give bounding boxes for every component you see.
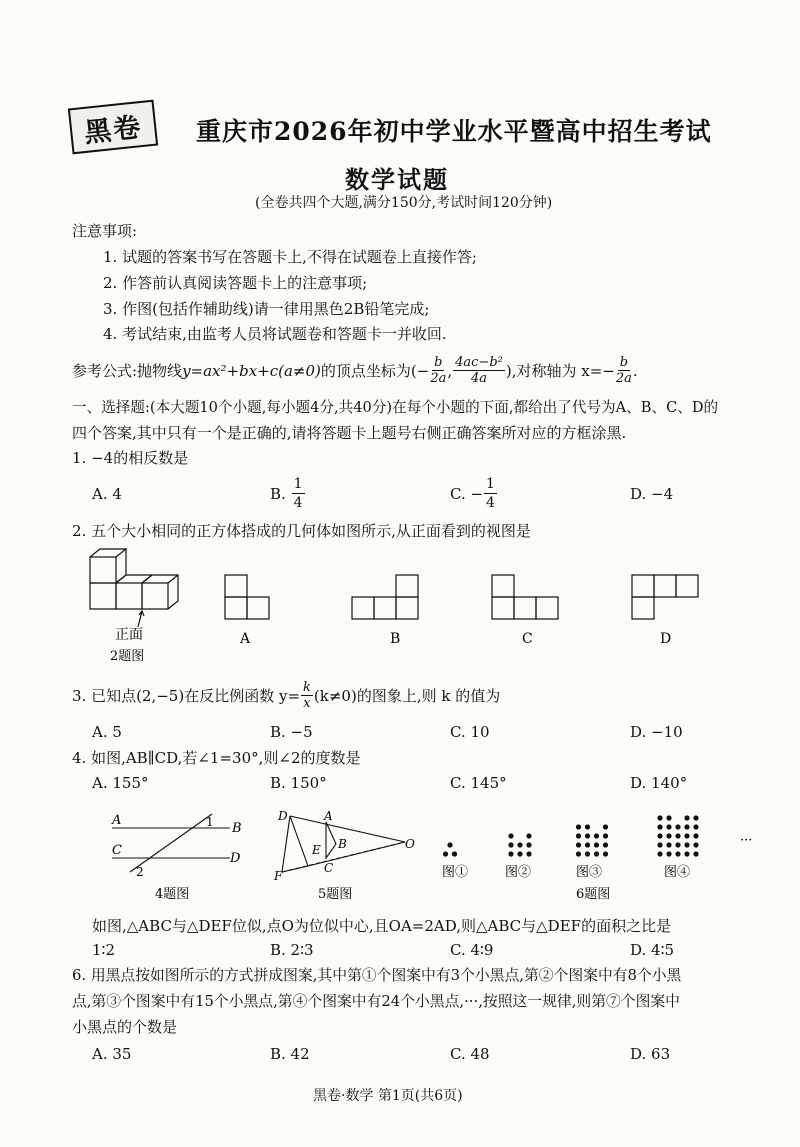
q5-option-a: 1∶2: [92, 941, 115, 959]
q4-option-a: A. 155°: [92, 774, 149, 792]
view-option-c: [492, 575, 558, 619]
q3-stem: 3. 已知点(2,−5)在反比例函数 y= $\frac{k}{x}$ (k≠0)的图象上,则 k 的值为: [72, 680, 501, 711]
pattern-dot: [508, 833, 513, 838]
pattern-dot: [693, 851, 698, 856]
pattern-dot: [576, 824, 581, 829]
svg-text:D: D: [278, 809, 288, 823]
q3-option-a: A. 5: [92, 723, 122, 741]
pattern-dot: [585, 824, 590, 829]
pattern-dot: [585, 851, 590, 856]
formula-parabola: y=ax²+bx+c(a≠0): [182, 361, 321, 380]
q1-option-c: C. − $\frac{1}{4}$: [450, 476, 495, 511]
pattern-dot: [526, 842, 531, 847]
cube-figure: [90, 549, 178, 627]
q6-stem-line3: 小黑点的个数是: [72, 1018, 178, 1036]
view-option-b: [352, 575, 418, 619]
pattern-dot: [594, 842, 599, 847]
svg-text:B: B: [338, 837, 347, 851]
pattern-dot: [517, 842, 522, 847]
q5-option-d: D. 4∶5: [630, 941, 675, 959]
exam-subject: 数学试题: [345, 165, 449, 194]
q4-fig-caption: 4题图: [155, 887, 190, 902]
pattern-dot: [666, 851, 671, 856]
pattern-dot: [666, 824, 671, 829]
pattern-dot: [603, 842, 608, 847]
option-label-d: D: [660, 631, 672, 647]
svg-text:A: A: [324, 809, 333, 823]
pattern-dot: [666, 815, 671, 820]
q6-option-a: A. 35: [92, 1045, 132, 1063]
svg-text:2: 2: [136, 865, 144, 879]
view-option-d: [632, 575, 698, 619]
pattern-label-1: 图①: [442, 865, 469, 880]
pattern-dot: [508, 842, 513, 847]
q1-option-a: A. 4: [92, 485, 122, 503]
exam-title: 重庆市2026年初中学业水平暨高中招生考试: [196, 117, 712, 146]
pattern-dot: [657, 815, 662, 820]
pattern-label-2: 图②: [505, 865, 532, 880]
pattern-dot: [526, 851, 531, 856]
pattern-dot: [576, 842, 581, 847]
notice-item: 3. 作图(包括作辅助线)请一律用黑色2B铅笔完成;: [103, 300, 430, 318]
q4-q6-figures: [100, 800, 780, 910]
q2-fig-caption: 2题图: [110, 649, 145, 664]
page-footer: 黑卷·数学 第1页(共6页): [313, 1088, 463, 1104]
svg-text:D: D: [230, 851, 241, 866]
pattern-dot: [675, 851, 680, 856]
pattern-dot: [585, 833, 590, 838]
pattern-dot: [526, 833, 531, 838]
notice-heading: 注意事项:: [72, 222, 138, 240]
pattern-dot: [675, 833, 680, 838]
option-label-a: A: [240, 631, 251, 647]
view-option-a: [225, 575, 269, 619]
pattern-ellipsis: ···: [740, 833, 753, 848]
pattern-dot: [508, 851, 513, 856]
section-instruction: 四个答案,其中只有一个是正确的,请将答题卡上题号右侧正确答案所对应的方框涂黑.: [72, 424, 627, 442]
svg-text:F: F: [274, 869, 283, 883]
section-heading: 一、选择题:(本大题10个小题,每小题4分,共40分)在每个小题的下面,都给出了代号为A、B、C、D的: [72, 399, 719, 416]
q3-option-c: C. 10: [450, 723, 490, 741]
fraction-axis: $\frac{b}{2a}$: [615, 355, 632, 386]
pattern-dot: [693, 824, 698, 829]
q6-option-c: C. 48: [450, 1045, 490, 1063]
option-label-b: B: [390, 631, 401, 647]
q4-option-d: D. 140°: [630, 774, 688, 792]
q3-option-d: D. −10: [630, 723, 683, 741]
pattern-dot: [684, 824, 689, 829]
pattern-dot: [657, 833, 662, 838]
q4-option-b: B. 150°: [270, 774, 327, 792]
pattern-dot: [576, 833, 581, 838]
pattern-label-3: 图③: [576, 865, 603, 880]
pattern-dot: [684, 815, 689, 820]
pattern-dot: [447, 842, 452, 847]
pattern-dot: [675, 842, 680, 847]
exam-note: (全卷共四个大题,满分150分,考试时间120分钟): [255, 195, 553, 211]
q5-fig-caption: 5题图: [318, 887, 353, 902]
formula-axis: ),对称轴为 x=−: [505, 361, 615, 380]
pattern-dot: [657, 824, 662, 829]
q4-stem: 4. 如图,AB∥CD,若∠1=30°,则∠2的度数是: [72, 749, 361, 767]
q1-option-d: D. −4: [630, 485, 674, 503]
svg-text:E: E: [312, 843, 321, 857]
q6-stem-line1: 6. 用黑点按如图所示的方式拼成图案,其中第①个图案中有3个小黑点,第②个图案中有8个小黑: [72, 967, 682, 984]
reference-formula: 参考公式:抛物线 y=ax²+bx+c(a≠0) 的顶点坐标为(− $\frac{b}{2a}$ , $\frac{\text{4ac−b²}}{4a}$ ),对称轴为 x=− $\frac{b}{2a}$ .: [72, 355, 638, 386]
pattern-dot: [576, 851, 581, 856]
fraction-vertex-y: $\frac{\text{4ac−b²}}{4a}$: [455, 355, 503, 386]
svg-text:B: B: [232, 821, 242, 836]
formula-prefix: 参考公式:抛物线: [72, 361, 183, 380]
svg-text:C: C: [112, 843, 122, 858]
pattern-dot: [603, 824, 608, 829]
pattern-dot: [443, 851, 448, 856]
pattern-dot: [684, 842, 689, 847]
pattern-dot: [517, 851, 522, 856]
q5-option-b: B. 2∶3: [270, 941, 314, 959]
q2-stem: 2. 五个大小相同的正方体搭成的几何体如图所示,从正面看到的视图是: [72, 522, 531, 540]
q6-fig-caption: 6题图: [576, 887, 611, 902]
svg-text:O: O: [405, 837, 415, 851]
pattern-dot: [684, 833, 689, 838]
pattern-dot: [603, 851, 608, 856]
pattern-dot: [594, 833, 599, 838]
pattern-dot: [693, 833, 698, 838]
pattern-dot: [666, 833, 671, 838]
pattern-dot: [657, 842, 662, 847]
q1-stem: 1. −4的相反数是: [72, 449, 189, 467]
fraction-vertex-x: $\frac{b}{2a}$: [430, 355, 447, 386]
option-label-c: C: [522, 631, 533, 647]
front-label: 正面: [115, 627, 143, 643]
exam-badge: 黑卷: [68, 100, 158, 155]
q6-stem-line2: 点,第③个图案中有15个小黑点,第④个图案中有24个小黑点,···,按照这一规律,则第⑦个图案中: [72, 993, 680, 1010]
q6-option-d: D. 63: [630, 1045, 671, 1063]
notice-item: 4. 考试结束,由监考人员将试题卷和答题卡一并收回.: [103, 325, 447, 343]
pattern-dot: [693, 815, 698, 820]
pattern-dot: [684, 851, 689, 856]
pattern-label-4: 图④: [664, 865, 691, 880]
svg-text:C: C: [324, 861, 334, 875]
pattern-dot: [693, 842, 698, 847]
pattern-dot: [585, 842, 590, 847]
notice-item: 1. 试题的答案书写在答题卡上,不得在试题卷上直接作答;: [103, 248, 477, 266]
dot-patterns: [443, 815, 699, 856]
q4-option-c: C. 145°: [450, 774, 507, 792]
formula-mid: 的顶点坐标为(−: [320, 361, 430, 380]
q6-option-b: B. 42: [270, 1045, 310, 1063]
q3-option-b: B. −5: [270, 723, 313, 741]
pattern-dot: [675, 824, 680, 829]
pattern-dot: [452, 851, 457, 856]
q5-option-c: C. 4∶9: [450, 941, 494, 959]
svg-text:1: 1: [206, 815, 214, 829]
pattern-dot: [594, 851, 599, 856]
pattern-dot: [657, 851, 662, 856]
q5-stem: 如图,△ABC与△DEF位似,点O为位似中心,且OA=2AD,则△ABC与△DEF的面积之比是: [92, 917, 672, 935]
pattern-dot: [603, 833, 608, 838]
svg-text:A: A: [112, 813, 122, 828]
pattern-dot: [666, 842, 671, 847]
q2-figures: [80, 545, 770, 665]
notice-item: 2. 作答前认真阅读答题卡上的注意事项;: [103, 274, 368, 292]
q1-option-b: B. $\frac{1}{4}$: [270, 476, 303, 511]
